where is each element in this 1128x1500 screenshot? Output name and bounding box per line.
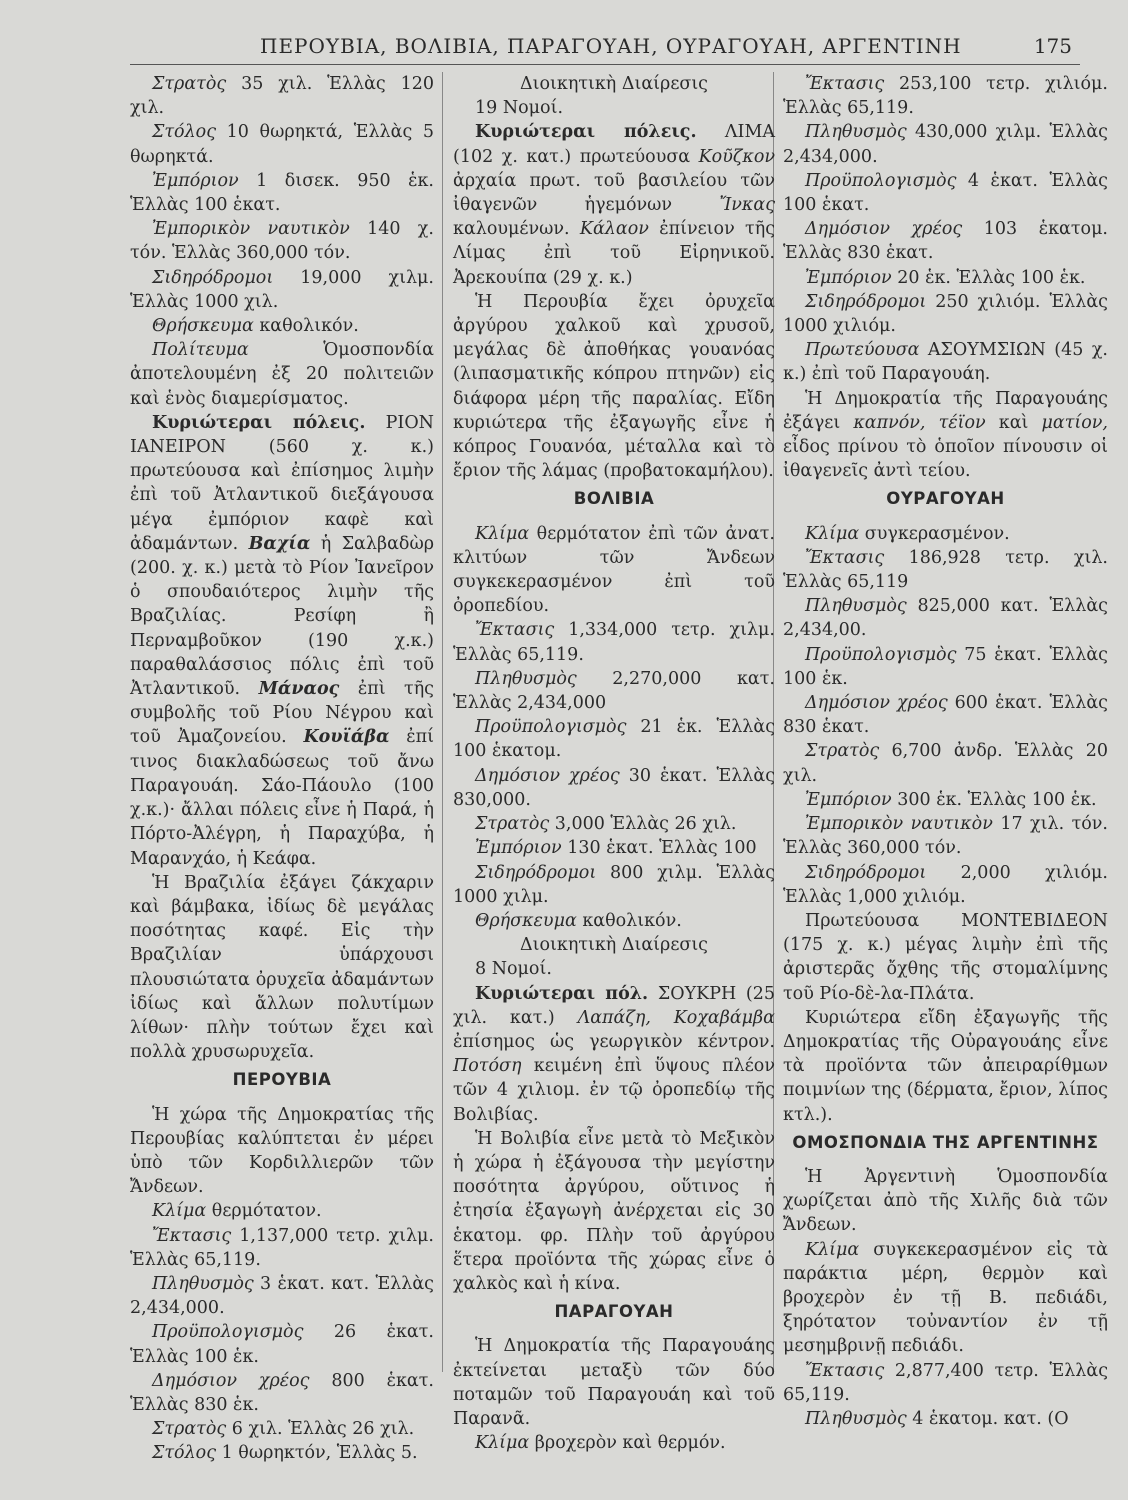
paragraph: Πληθυσμὸς 430,000 χιλμ. Ἑλλὰς 2,434,000. [783,122,1108,167]
paragraph: Δημόσιον χρέος 600 ἑκατ. Ἑλλὰς 830 ἑκατ. [783,693,1108,738]
paragraph: Θρήσκευμα καθολικόν. [475,910,682,931]
column-3 [783,72,1108,1431]
paragraph: Κλίμα συγκεκερασμένον εἰς τὰ παράκτια μέρη, θερμὸν καὶ βροχερὸν ἐν τῇ Β. πεδιάδι, ξηρότατον τοὐναντίον ἐν τῇ μεσημβρινῇ πεδιάδι. [783,1239,1108,1357]
paragraph: Ἐμπορικὸν ναυτικὸν 17 χιλ. τόν. Ἑλλὰς 360,000 τόν. [783,814,1108,859]
paragraph: Σιδηρόδρομοι 19,000 χιλμ. Ἑλλὰς 1000 χιλ. [130,267,434,312]
paragraph: Ἡ Δημοκρατία τῆς Παραγουάης ἐξάγει καπνόν, τέϊον καὶ ματίον, εἶδος πρίνου τὸ ὁποῖον πίνουσιν οἱ ἰθαγενεῖς ἀντὶ τείου. [783,388,1108,482]
column-2 [453,72,775,1455]
paragraph: Κλίμα βροχερὸν καὶ θερμόν. [475,1433,726,1454]
paragraph: Κλίμα συγκερασμένον. [805,523,1010,544]
paragraph: Δημόσιον χρέος 30 ἑκατ. Ἑλλὰς 830,000. [453,765,775,810]
page-header [130,28,1080,65]
paragraph: Ἡ Περουβία ἔχει ὀρυχεῖα ἀργύρου χαλκοῦ καὶ χρυσοῦ, μεγάλας δὲ ἀποθήκας γουανόας (λιπασματικῆς κόπρου πτηνῶν) εἰς διάφορα μέρη τῆς παραλίας. Εἴδη κυριώτερα τῆς ἐξαγωγῆς εἶνε ἡ κόπρος Γουανόα, μέταλλα καὶ τὸ ἔριον τῆς λάμας (προβατοκαμήλου). [453,291,775,482]
paragraph: 19 Νομοί. [475,98,564,119]
paragraph: Προϋπολογισμὸς 26 ἑκατ. Ἑλλὰς 100 ἑκ. [130,1322,434,1367]
subheading-admin: Διοικητικὴ Διαίρεσις [520,935,708,956]
paragraph: Ἐμπόριον 130 ἑκατ. Ἑλλὰς 100 [475,838,757,859]
paragraph: Στρατὸς 6 χιλ. Ἑλλὰς 26 χιλ. [152,1419,415,1440]
paragraph: Πληθυσμὸς 825,000 κατ. Ἑλλὰς 2,434,00. [783,596,1108,641]
paragraph: Θρήσκευμα καθολικόν. [152,316,359,337]
paragraph: Προϋπολογισμὸς 21 ἑκ. Ἑλλὰς 100 ἑκατομ. [453,717,775,762]
paragraph: Προϋπολογισμὸς 4 ἑκατ. Ἑλλὰς 100 ἑκατ. [783,170,1108,216]
paragraph: Κλίμα θερμότατον. [152,1201,322,1222]
paragraph: Πληθυσμὸς 3 ἑκατ. κατ. Ἑλλὰς 2,434,000. [130,1273,434,1319]
paragraph: Στρατὸς 3,000 Ἑλλὰς 26 χιλ. [475,814,737,835]
paragraph: Κλίμα θερμότατον ἐπὶ τῶν ἀνατ. κλιτύων τῶν Ἄνδεων συγκεκερασμένον ἐπὶ τοῦ ὀροπεδίου. [453,523,775,617]
paragraph: Κυριώτεραι πόλεις. ΡΙΟΝ ΙΑΝΕΙΡΟΝ (560 χ. κ.) πρωτεύουσα καὶ ἐπίσημος λιμὴν ἐπὶ τοῦ Ἀτλαντικοῦ διεξάγουσα μέγα ἐμπόριον καφὲ καὶ ἀδαμάντων. Βαχία ἡ Σαλβαδὼρ (200. χ. κ.) μετὰ τὸ Ρίον Ἰανεῖρον ὁ σπουδαιότερος λιμὴν τῆς Βραζιλίας. Ρεσίφη ἢ Περναμβοῦκον (190 χ.κ.) παραθαλάσσιος πόλις ἐπὶ τοῦ Ἀτλαντικοῦ. Μάναος ἐπὶ τῆς συμβολῆς τοῦ Ρίου Νέγρου καὶ τοῦ Ἀμαζονείου. Κουϊάβα ἐπί τινος διακλαδώσεως τοῦ ἄνω Παραγουάη. Σάο-Πάουλο (100 χ.κ.)· ἄλλαι πόλεις εἶνε ἡ Παρά, ἡ Πόρτο-Ἀλέγρη, ἡ Παραχύβα, ἡ Μαρανχάο, ἡ Κεάφα. [130,412,434,869]
paragraph: Κυριώτερα εἴδη ἐξαγωγῆς τῆς Δημοκρατίας τῆς Οὐραγουάης εἶνε τὰ προϊόντα τῶν ἀπειραρίθμων ποιμνίων της (δέρματα, ἔριον, λίπος κτλ.). [783,1007,1108,1125]
paragraph: Ἔκτασις 1,334,000 τετρ. χιλμ. Ἑλλὰς 65,119. [453,620,775,665]
paragraph: Ἔκτασις 186,928 τετρ. χιλ. Ἑλλὰς 65,119 [783,547,1108,593]
paragraph: Σιδηρόδρομοι 2,000 χιλιόμ. Ἑλλὰς 1,000 χιλιόμ. [783,862,1108,907]
paragraph: Δημόσιον χρέος 103 ἑκατομ. Ἑλλὰς 830 ἑκατ. [783,219,1108,264]
column-1 [130,72,434,1466]
paragraph: Ἡ χώρα τῆς Δημοκρατίας τῆς Περουβίας καλύπτεται ἐν μέρει ὑπὸ τῶν Κορδιλλιερῶν τῶν Ἄνδεων. [130,1104,434,1198]
subheading-admin: Διοικητικὴ Διαίρεσις [520,74,708,94]
paragraph: Ἔκτασις 1,137,000 τετρ. χιλμ. Ἑλλὰς 65,119. [130,1225,434,1270]
paragraph: Στρατὸς 6,700 ἀνδρ. Ἑλλὰς 20 χιλ. [783,741,1108,786]
section-heading-paraguay: ΠΑΡΑΓΟΥΑΗ [554,1302,674,1322]
paragraph: Προϋπολογισμὸς 75 ἑκατ. Ἑλλὰς 100 ἑκ. [783,644,1108,689]
paragraph: Στόλος 10 θωρηκτά, Ἑλλὰς 5 θωρηκτά. [130,122,434,167]
paragraph: Πληθυσμὸς 4 ἑκατομ. κατ. (Ο [805,1408,1069,1429]
paragraph: Ἔκτασις 2,877,400 τετρ. Ἑλλὰς 65,119. [783,1360,1108,1405]
paragraph: Δημόσιον χρέος 800 ἑκατ. Ἑλλὰς 830 ἑκ. [130,1370,434,1415]
paragraph: Κυριώτεραι πόλ. ΣΟΥΚΡΗ (25 χιλ. κατ.) Λαπάζη, Κοχαβάμβα ἐπίσημος ὡς γεωργικὸν κέντρον. Ποτόση κειμένη ἐπὶ ὕψους πλέον τῶν 4 χιλιομ. ἐν τῷ ὀροπεδίῳ τῆς Βολιβίας. [453,983,775,1125]
paragraph: Ἡ Δημοκρατία τῆς Παραγουάης ἐκτείνεται μεταξὺ τῶν δύο ποταμῶν τοῦ Παραγουάη καὶ τοῦ Παρανᾶ. [453,1336,775,1429]
paragraph: Στρατὸς 35 χιλ. Ἑλλὰς 120 χιλ. [130,74,434,119]
paragraph: Ἡ Ἀργεντινὴ Ὁμοσπονδία χωρίζεται ἀπὸ τῆς Χιλῆς διὰ τῶν Ἄνδεων. [783,1166,1108,1236]
paragraph: Ἐμπόριον 20 ἑκ. Ἑλλὰς 100 ἑκ. [805,267,1086,288]
paragraph: Ἔκτασις 253,100 τετρ. χιλιόμ. Ἑλλὰς 65,119. [783,74,1108,119]
section-heading-uruguay: ΟΥΡΑΓΟΥΑΗ [886,489,1005,509]
paragraph: Ἡ Βραζιλία ἐξάγει ζάκχαριν καὶ βάμβακα, ἰδίως δὲ μεγάλας ποσότητας καφέ. Εἰς τὴν Βραζιλίαν ὑπάρχουσι πλουσιώτατα ὀρυχεῖα ἀδαμάντων ἰδίως καὶ ἄλλων πολυτίμων λίθων· πλὴν τούτων ἔχει καὶ πολλὰ χρυσωρυχεῖα. [130,872,434,1063]
paragraph: Ἐμπόριον 300 ἑκ. Ἑλλὰς 100 ἑκ. [805,789,1097,810]
paragraph: 8 Νομοί. [475,959,552,980]
paragraph: Ἡ Βολιβία εἶνε μετὰ τὸ Μεξικὸν ἡ χώρα ἡ ἐξάγουσα τὴν μεγίστην ποσότητα ἀργύρου, οὕτινος ἡ ἐτησία ἐξαγωγὴ ἀνέρχεται εἰς 30 ἑκατομ. φρ. Πλὴν τοῦ ἀργύρου ἕτερα προϊόντα τῆς χώρας εἶνε ὁ χαλκὸς καὶ ἡ κίνα. [453,1128,775,1294]
paragraph: Ἐμπόριον 1 δισεκ. 950 ἑκ. Ἑλλὰς 100 ἑκατ. [130,170,434,216]
paragraph: Πρωτεύουσα ΜΟΝΤΕΒΙΔΕΟΝ (175 χ. κ.) μέγας λιμὴν ἐπὶ τῆς ἀριστερᾶς ὄχθης τῆς στομαλίμνης τοῦ Ρίο-δὲ-λα-Πλάτα. [783,910,1108,1004]
page-number: 175 [1033,34,1072,58]
section-heading-bolivia: ΒΟΛΙΒΙΑ [573,489,655,509]
paragraph: Κυριώτεραι πόλεις. ΛΙΜΑ (102 χ. κατ.) πρωτεύουσα Κοῦζκον ἀρχαία πρωτ. τοῦ βασιλείου τῶν ἰθαγενῶν ἡγεμόνων Ἴνκας καλουμένων. Κάλαον ἐπίνειον τῆς Λίμας ἐπὶ τοῦ Εἰρηνικοῦ. Ἀρεκουίπα (29 χ. κ.) [453,122,775,288]
paragraph: Πολίτευμα Ὁμοσπονδία ἀποτελουμένη ἐξ 20 πολιτειῶν καὶ ἑνὸς διαμερίσματος. [130,340,434,409]
paragraph: Πρωτεύουσα ΑΣΟΥΜΣΙΩΝ (45 χ. κ.) ἐπὶ τοῦ Παραγουάη. [783,340,1108,385]
section-heading-argentina: ΟΜΟΣΠΟΝΔΙΑ ΤΗΣ ΑΡΓΕΝΤΙΝΗΣ [792,1132,1099,1152]
paragraph: Σιδηρόδρομοι 250 χιλιόμ. Ἑλλὰς 1000 χιλιόμ. [783,291,1108,337]
section-heading-peru: ΠΕΡΟΥΒΙΑ [232,1070,332,1090]
paragraph: Πληθυσμὸς 2,270,000 κατ. Ἑλλὰς 2,434,000 [453,668,775,714]
paragraph: Ἐμπορικὸν ναυτικὸν 140 χ. τόν. Ἑλλὰς 360,000 τόν. [130,219,434,264]
paragraph: Στόλος 1 θωρηκτόν, Ἑλλὰς 5. [152,1443,418,1464]
paragraph: Σιδηρόδρομοι 800 χιλμ. Ἑλλὰς 1000 χιλμ. [453,862,775,907]
column-rule-left [442,72,443,1372]
running-title: ΠΕΡΟΥΒΙΑ, ΒΟΛΙΒΙΑ, ΠΑΡΑΓΟΥΑΗ, ΟΥΡΑΓΟΥΑΗ, ΑΡΓΕΝΤΙΝΗ [260,34,962,58]
